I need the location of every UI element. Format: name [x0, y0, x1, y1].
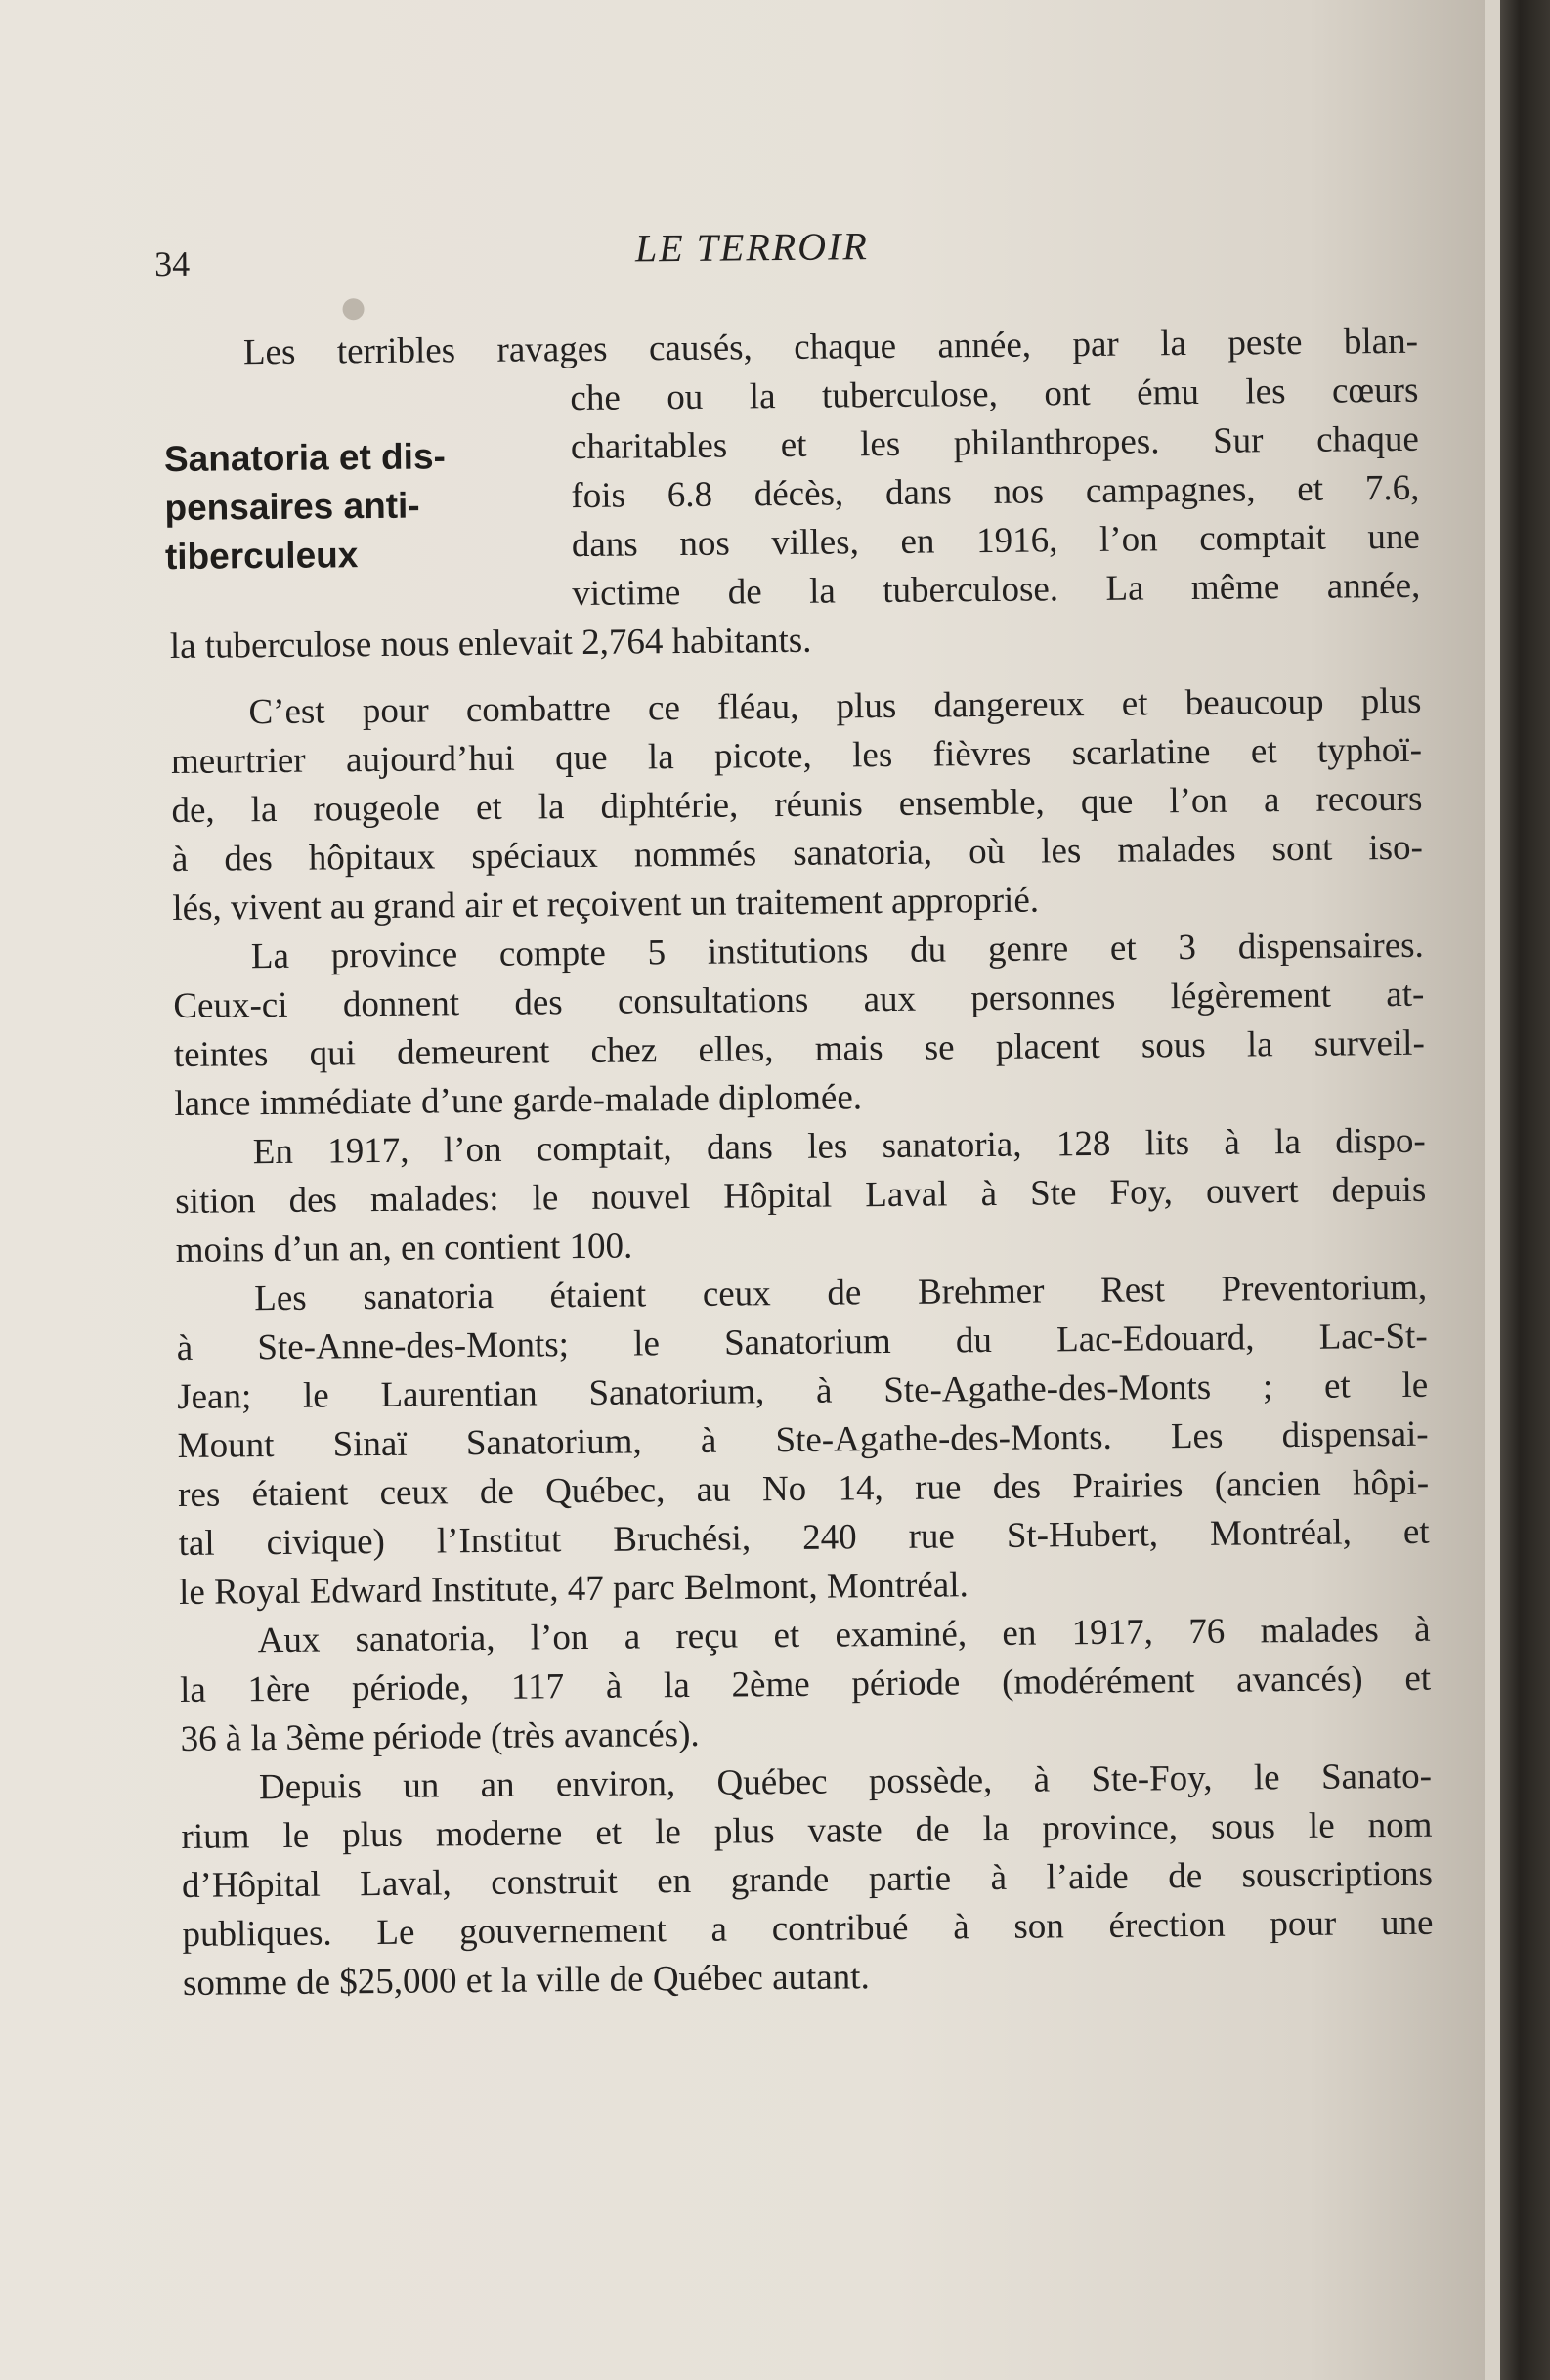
lead-line: charitables et les philanthropes. Sur chaque	[570, 418, 1420, 468]
lead-wrapped-lines	[570, 367, 1420, 619]
text-line: Jean; le Laurentian Sanatorium, à Ste-Agathe-des-Monts ; et le	[177, 1364, 1429, 1417]
paragraph	[175, 1117, 1427, 1276]
side-heading-line: pensaires anti-	[164, 485, 420, 529]
running-title: LE TERROIR	[634, 224, 870, 271]
text-line: tal civique) l’Institut Bruchési, 240 rue St-Hubert, Montréal, et	[178, 1511, 1430, 1564]
text-line: Mount Sinaï Sanatorium, à Ste-Agathe-des-Monts. Les dispensai-	[177, 1413, 1429, 1466]
paragraph	[181, 1753, 1434, 2009]
text-line: moins d’un an, en contient 100.	[175, 1226, 633, 1271]
text-line: à des hôpitaux spéciaux nommés sanatoria, où les malades sont iso-	[171, 827, 1424, 881]
paragraph	[179, 1606, 1431, 1764]
paragraph	[173, 922, 1426, 1129]
text-line: lance immédiate d’une garde-malade diplomée.	[174, 1077, 863, 1124]
side-heading-line: Sanatoria et dis-	[163, 436, 447, 480]
text-line: somme de $25,000 et la ville de Québec autant.	[182, 1957, 870, 2004]
paragraph	[176, 1264, 1430, 1618]
text-line: rium le plus moderne et le plus vaste de la province, sous le nom	[181, 1804, 1433, 1857]
text-line: C’est pour combattre ce fléau, plus dangereux et beaucoup plus	[248, 680, 1422, 733]
text-line: la 1ère période, 117 à la 2ème période (modérément avancés) et	[179, 1658, 1432, 1710]
text-line: En 1917, l’on comptait, dans les sanatoria, 128 lits à la dispo-	[252, 1120, 1426, 1173]
lead-line: che ou la tuberculose, ont ému les cœurs	[570, 369, 1419, 419]
text-line: de, la rougeole et la diphtérie, réunis ensemble, que l’on a recours	[171, 778, 1423, 832]
lead-first-line: Les terribles ravages causés, chaque année, par la peste blan-	[242, 321, 1419, 373]
body-text	[170, 677, 1434, 2009]
text-line: publiques. Le gouvernement a contribué à son érection pour une	[182, 1902, 1434, 1955]
text-line: sition des malades: le nouvel Hôpital Laval à Ste Foy, ouvert depuis	[175, 1169, 1427, 1222]
text-line: 36 à la 3ème période (très avancés).	[180, 1713, 700, 1759]
lead-line: victime de la tuberculose. La même année,	[572, 565, 1421, 615]
text-line: à Ste-Anne-des-Monts; le Sanatorium du Lac-Edouard, Lac-St-	[176, 1316, 1428, 1368]
lead-line: dans nos villes, en 1916, l’on comptait une	[571, 516, 1421, 566]
paragraph	[170, 677, 1423, 933]
text-line: le Royal Edward Institute, 47 parc Belmont, Montréal.	[178, 1565, 969, 1613]
text-line: La province compte 5 institutions du genre et 3 dispensaires.	[250, 925, 1425, 977]
text-line: res étaient ceux de Québec, au No 14, rue des Prairies (ancien hôpi-	[177, 1462, 1430, 1515]
side-heading-line: tiberculeux	[164, 535, 359, 578]
lead-line: fois 6.8 décès, dans nos campagnes, et 7.6,	[571, 467, 1420, 517]
book-spine	[1500, 0, 1550, 2380]
paper-speck	[342, 298, 364, 320]
text-line: teintes qui demeurent chez elles, mais se placent sous la surveil-	[173, 1022, 1425, 1076]
text-line: lés, vivent au grand air et reçoivent un traitement approprié.	[172, 880, 1040, 930]
text-line: Les sanatoria étaient ceux de Brehmer Rest Preventorium,	[254, 1267, 1428, 1320]
text-line: meurtrier aujourd’hui que la picote, les fièvres scarlatine et typhoï-	[170, 729, 1423, 783]
side-heading	[164, 432, 447, 582]
text-line: d’Hôpital Laval, construit en grande partie à l’aide de souscriptions	[181, 1853, 1434, 1906]
text-line: Depuis un an environ, Québec possède, à Ste-Foy, le Sanato-	[258, 1755, 1433, 1808]
text-line: Aux sanatoria, l’on a reçu et examiné, en 1917, 76 malades à	[257, 1609, 1431, 1662]
text-line: Ceux-ci donnent des consultations aux personnes légèrement at-	[173, 974, 1425, 1027]
page-number: 34	[153, 243, 191, 284]
lead-last-line: la tuberculose nous enlevait 2,764 habitants.	[169, 620, 812, 668]
